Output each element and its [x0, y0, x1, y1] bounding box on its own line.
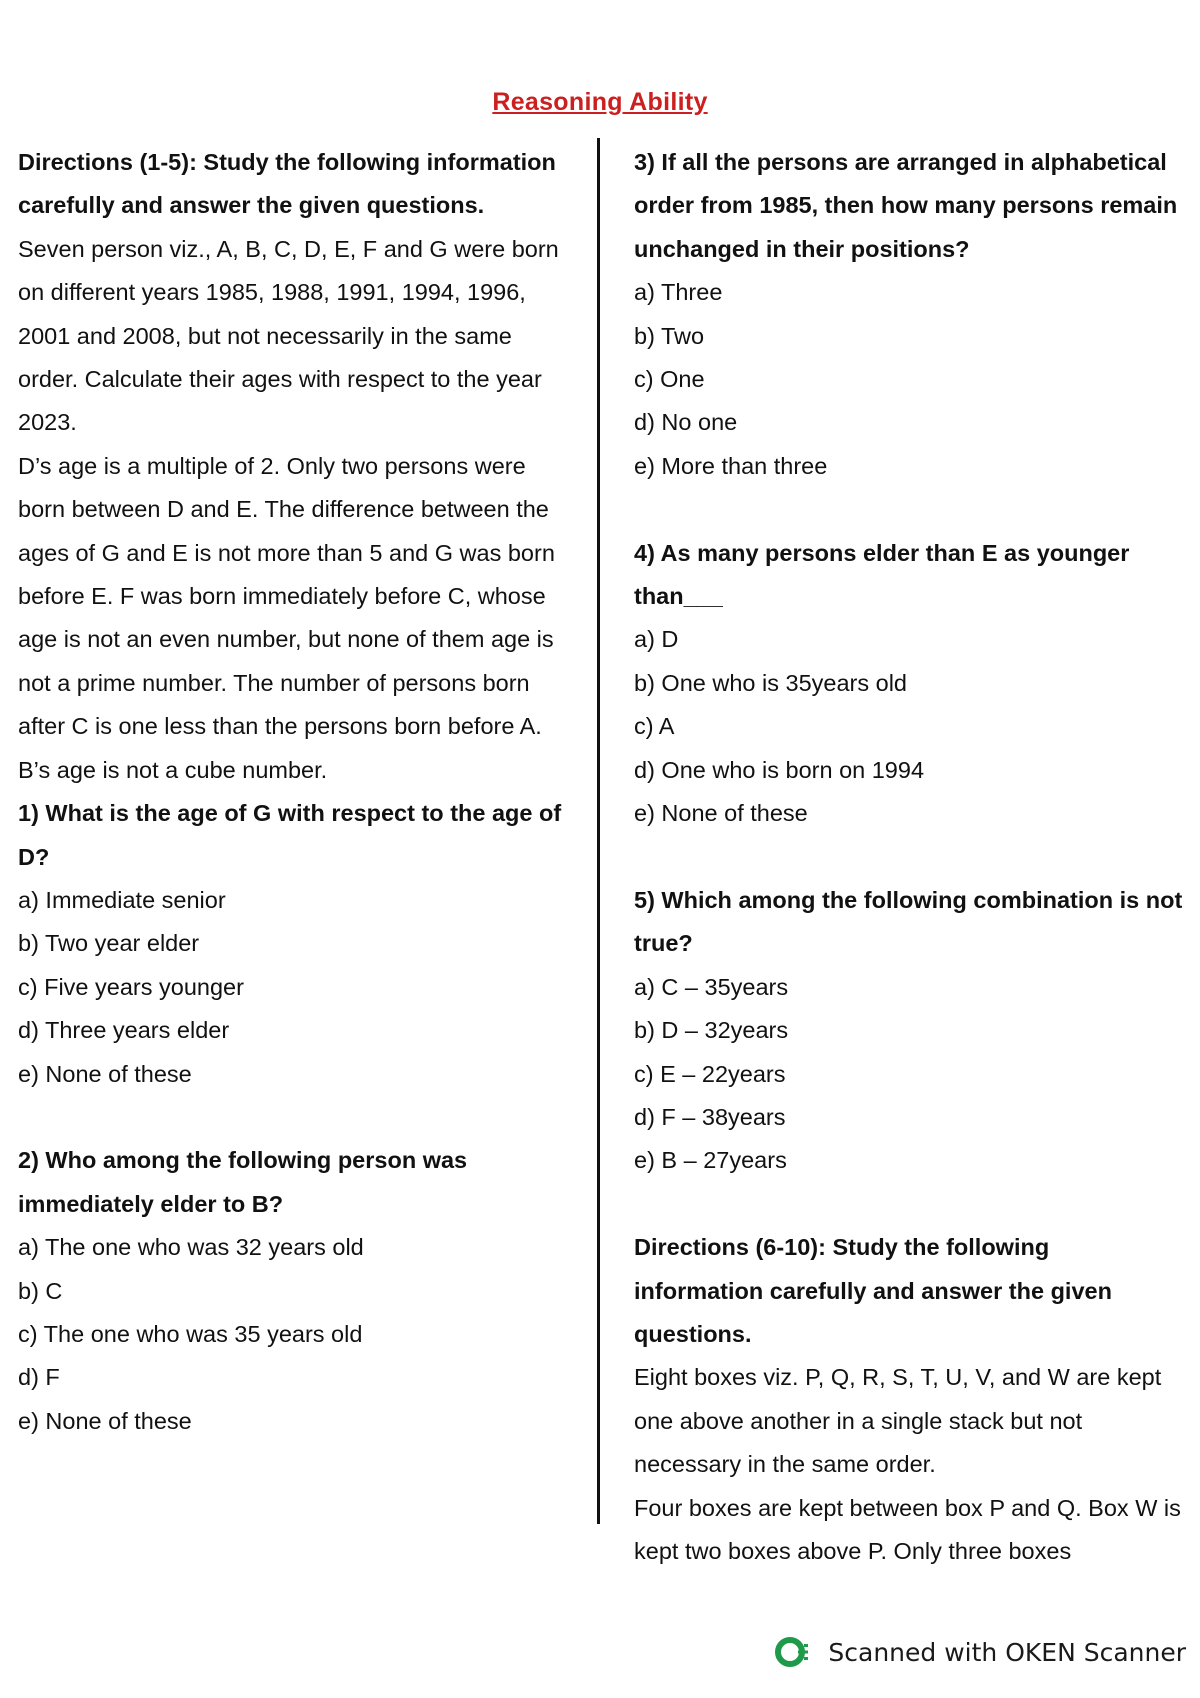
page-title: Reasoning Ability: [492, 88, 708, 116]
column-divider: [597, 138, 600, 1524]
directions-1-5: Directions (1-5): Study the following information carefully and answer the given questions.: [18, 149, 556, 219]
spacer: [18, 1096, 578, 1139]
question-2-text: 2) Who among the following person was immediately elder to B?: [18, 1147, 468, 1217]
passage-boxes-intro: Eight boxes viz. P, Q, R, S, T, U, V, and W are kept one above another in a single stack but not necessary in the same order.: [634, 1364, 1162, 1478]
scanner-watermark-text: Scanned with OKEN Scanner: [828, 1637, 1186, 1667]
spacer: [634, 835, 1184, 878]
question-5-option-d: d) F – 38years: [634, 1103, 786, 1130]
question-1-option-a: a) Immediate senior: [18, 886, 226, 913]
question-3-option-e: e) More than three: [634, 452, 828, 479]
question-5: [634, 879, 1184, 1183]
question-3-option-d: d) No one: [634, 409, 738, 436]
spacer: [634, 488, 1184, 531]
right-column: [634, 141, 1184, 1573]
question-4-option-a: a) D: [634, 626, 679, 653]
question-3-option-b: b) Two: [634, 322, 705, 349]
question-2-option-c: c) The one who was 35 years old: [18, 1320, 363, 1347]
question-1-option-b: b) Two year elder: [18, 930, 200, 957]
question-2-option-d: d) F: [18, 1364, 60, 1391]
question-4-option-e: e) None of these: [634, 800, 808, 827]
question-2-option-a: a) The one who was 32 years old: [18, 1234, 364, 1261]
question-3-text: 3) If all the persons are arranged in alphabetical order from 1985, then how many persons remain unchanged in their positions?: [634, 149, 1178, 262]
question-5-option-c: c) E – 22years: [634, 1060, 786, 1087]
question-5-text: 5) Which among the following combination is not true?: [634, 886, 1183, 957]
question-4-option-c: c) A: [634, 713, 675, 740]
directions-6-10: Directions (6-10): Study the following information carefully and answer the given questions.: [634, 1234, 1112, 1347]
question-1-option-c: c) Five years younger: [18, 973, 244, 1000]
question-1-option-d: d) Three years elder: [18, 1017, 230, 1044]
question-4-option-b: b) One who is 35years old: [634, 669, 908, 696]
scanner-watermark: [774, 1632, 1186, 1672]
question-5-option-b: b) D – 32years: [634, 1017, 789, 1044]
question-1-option-e: e) None of these: [18, 1060, 192, 1087]
question-3-option-c: c) One: [634, 366, 705, 393]
question-3: [634, 141, 1184, 488]
left-column: [18, 141, 578, 1443]
question-4: [634, 532, 1184, 836]
passage-conditions: D’s age is a multiple of 2. Only two persons were born between D and E. The difference between the ages of G and E is not more than 5 and G was born before E. F was born immediately before C, whose age is not an even number, but none of them age is not a prime number. The number of persons born after C is one less than the persons born before A. B’s age is not a cube number.: [18, 452, 555, 783]
question-4-option-d: d) One who is born on 1994: [634, 756, 925, 783]
passage-boxes-conditions: Four boxes are kept between box P and Q. Box W is kept two boxes above P. Only three boxes: [634, 1494, 1181, 1564]
question-1-text: 1) What is the age of G with respect to the age of D?: [18, 800, 562, 870]
passage-intro: Seven person viz., A, B, C, D, E, F and G were born on different years 1985, 1988, 1991, 1994, 1996, 2001 and 2008, but not necessarily in the same order. Calculate their ages with respect to the year 2023.: [18, 235, 559, 436]
question-5-option-a: a) C – 35years: [634, 973, 789, 1000]
spacer: [634, 1183, 1184, 1226]
question-2-option-b: b) C: [18, 1277, 63, 1304]
oken-scanner-logo-icon: [774, 1634, 818, 1670]
question-3-option-a: a) Three: [634, 279, 723, 306]
question-4-text: 4) As many persons elder than E as younger than___: [634, 539, 1130, 610]
question-2-option-e: e) None of these: [18, 1407, 192, 1434]
question-2: [18, 1139, 578, 1443]
question-1: [18, 792, 578, 1096]
question-5-option-e: e) B – 27years: [634, 1147, 787, 1174]
